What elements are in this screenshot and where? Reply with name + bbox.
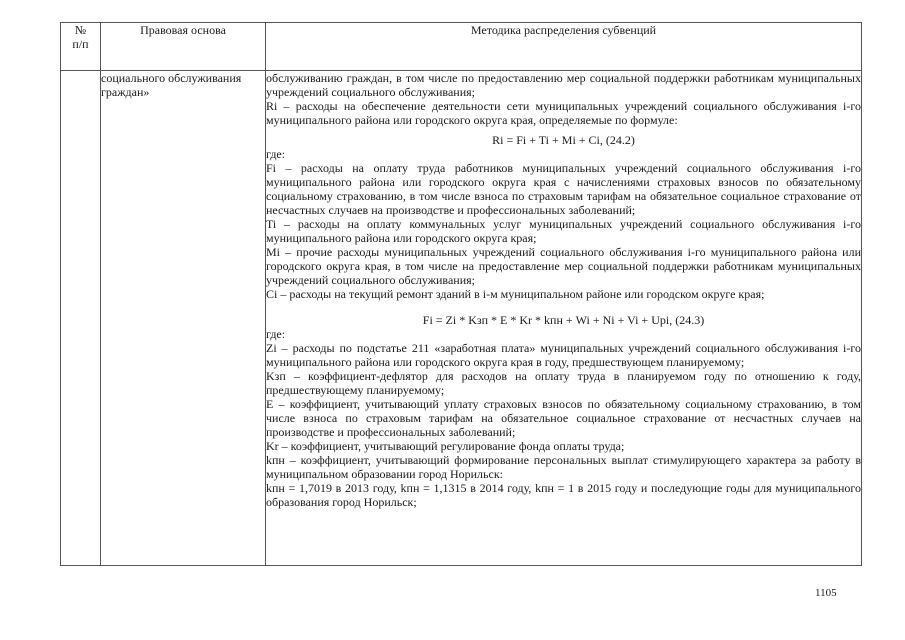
page-number: 1105 bbox=[815, 587, 837, 599]
method-paragraph: Fi – расходы на оплату труда работников муниципальных учреждений социального обслуживания i-го муниципального района или городского округа края с начислениями страховых взносов по обязательному социальному страхованию, в том числе взноса по страховым тарифам на обязательное социальное страхование от несчастных случаев на производстве и профессиональных заболеваний; bbox=[266, 161, 861, 217]
table-header-row bbox=[61, 23, 862, 71]
cell-legal-basis: социального обслуживания граждан» bbox=[101, 71, 266, 566]
method-paragraph: Kзп – коэффициент-дефлятор для расходов на оплату труда в планируемом году по отношению к году, предшествующему планируемому; bbox=[266, 369, 861, 397]
header-method: Методика распределения субвенций bbox=[266, 23, 862, 71]
method-paragraph: Mi – прочие расходы муниципальных учреждений социального обслуживания i-го муниципального района или городского округа края, в том числе на предоставление мер социальной поддержки работникам муниципальных учреждений социального обслуживания; bbox=[266, 245, 861, 287]
header-legal-basis: Правовая основа bbox=[101, 23, 266, 71]
method-paragraph: Zi – расходы по подстатье 211 «заработная плата» муниципальных учреждений социального обслуживания i-го муниципального района или городского округа края в году, предшествующем планируемому; bbox=[266, 341, 861, 369]
where-label: где: bbox=[266, 327, 286, 341]
header-number-line1: № bbox=[74, 23, 87, 37]
where-label: где: bbox=[266, 147, 286, 161]
table-row bbox=[61, 71, 862, 566]
formula-24-2: Ri = Fi + Ti + Mi + Ci, (24.2) bbox=[492, 133, 635, 147]
method-paragraph: E – коэффициент, учитывающий уплату страховых взносов по обязательному социальному страхованию, в том числе взноса по страховым тарифам на обязательное социальное страхование от несчастных случаев на производстве и профессиональных заболеваний; bbox=[266, 397, 861, 439]
method-paragraph: Ti – расходы на оплату коммунальных услуг муниципальных учреждений социального обслуживания i-го муниципального района или городского округа края; bbox=[266, 217, 861, 245]
header-number-line2: п/п bbox=[72, 37, 89, 51]
subvention-table bbox=[60, 22, 862, 566]
method-paragraph: kпн = 1,7019 в 2013 году, kпн = 1,1315 в 2014 году, kпн = 1 в 2015 году и последующие годы для муниципального образования город Норильск; bbox=[266, 481, 861, 509]
method-paragraph: kпн – коэффициент, учитывающий формирование персональных выплат стимулирующего характера за работу в муниципальном образовании город Норильск: bbox=[266, 453, 861, 481]
method-paragraph: Ci – расходы на текущий ремонт зданий в i-м муниципальном районе или городском округе края; bbox=[266, 287, 765, 301]
header-number bbox=[61, 23, 101, 71]
cell-number bbox=[61, 71, 101, 566]
method-paragraph: обслуживанию граждан, в том числе по предоставлению мер социальной поддержки работникам муниципальных учреждений социального обслуживания; bbox=[266, 71, 861, 99]
method-paragraph: Kr – коэффициент, учитывающий регулирование фонда оплаты труда; bbox=[266, 439, 625, 453]
method-paragraph: Ri – расходы на обеспечение деятельности сети муниципальных учреждений социального обслуживания i-го муниципального района или городского округа края, определяемые по формуле: bbox=[266, 99, 861, 127]
cell-method bbox=[266, 71, 862, 566]
formula-24-3: Fi = Zi * Kзп * E * Kr * kпн + Wi + Ni + Vi + Upi, (24.3) bbox=[422, 313, 705, 327]
